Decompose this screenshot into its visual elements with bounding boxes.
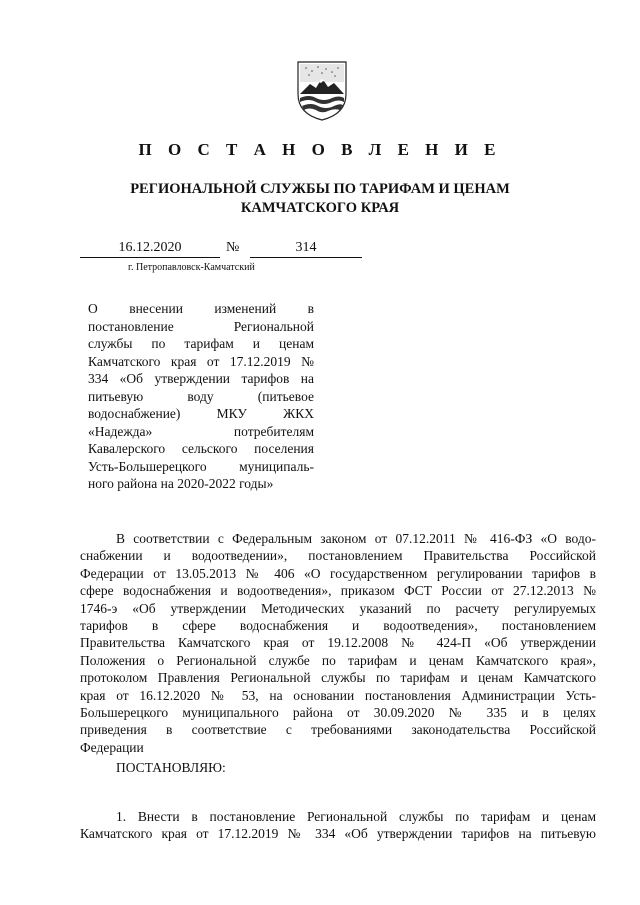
decree-word: ПОСТАНОВЛЯЮ:	[116, 760, 226, 775]
document-date: 16.12.2020	[80, 240, 220, 258]
authority-line-2: КАМЧАТСКОГО КРАЯ	[240, 200, 400, 216]
authority-line-1: РЕГИОНАЛЬНОЙ СЛУЖБЫ ПО ТАРИФАМ И ЦЕНАМ	[130, 181, 510, 197]
subject-line: питьевую воду (питьевое	[88, 388, 314, 404]
subject-line: службы по тарифам и ценам	[88, 336, 314, 351]
kamchatka-coat-of-arms-icon	[296, 60, 348, 122]
preamble-line: сфере водоснабжения и водоотведения», приказом ФСТ России от 27.12.2013 №	[80, 583, 596, 599]
issuing-authority	[0, 180, 640, 218]
preamble-line: Правительства Камчатского края от 19.12.2008 № 424-П «Об утверждении	[80, 635, 596, 651]
subject-line: «Надежда» потребителям	[88, 423, 314, 439]
document-number: 314	[250, 240, 362, 258]
preamble-line: тарифов в сфере водоснабжения и водоотведения», постановлением	[80, 618, 596, 634]
preamble-line: В соответствии с Федеральным законом от 07.12.2011 № 416-ФЗ «О водо-	[116, 531, 596, 546]
subject-line: 334 «Об утверждении тарифов на	[88, 371, 314, 386]
preamble-line: снабжении и водоотведении», постановлением Правительства Российской	[80, 548, 596, 564]
subject-line: ного района на 2020-2022 годы»	[88, 476, 274, 491]
document-subject	[88, 300, 314, 493]
subject-line: Камчатского края от 17.12.2019 №	[88, 353, 314, 369]
preamble-line: Федерации	[80, 739, 144, 755]
document-title: П О С Т А Н О В Л Е Н И Е	[138, 140, 502, 159]
subject-line: постановление Региональной	[88, 318, 314, 334]
item-1-paragraph	[80, 808, 596, 843]
preamble-line: приведения в соответствие с требованиями законодательства Российской	[80, 722, 596, 738]
preamble-line: протоколом Правления Региональной службы по тарифам и ценам Камчатского	[80, 670, 596, 686]
preamble-line: Положения о Региональной службе по тарифам и ценам Камчатского края»,	[80, 652, 596, 668]
item-1-line: 1. Внести в постановление Региональной службы по тарифам и ценам	[116, 809, 596, 824]
subject-line: Усть-Большерецкого муниципаль-	[88, 458, 314, 474]
number-sign: №	[226, 240, 240, 255]
subject-line: водоснабжение) МКУ ЖКХ	[88, 406, 314, 421]
preamble-paragraph	[80, 530, 596, 756]
preamble-line: 1746-э «Об утверждении Методических указаний по расчету регулируемых	[80, 600, 596, 616]
preamble-line: Большерецкого муниципального района от 30.09.2020 № 335 и в целях	[80, 705, 596, 721]
issue-city: г. Петропавловск-Камчатский	[128, 262, 255, 273]
preamble-line: Федерации от 13.05.2013 № 406 «О государственном регулировании тарифов в	[80, 565, 596, 581]
preamble-line: края от 16.12.2020 № 53, на основании постановления Администрации Усть-	[80, 687, 596, 703]
subject-line: О внесении изменений в	[88, 301, 314, 316]
item-1-line: Камчатского края от 17.12.2019 № 334 «Об утверждении тарифов на питьевую	[80, 826, 596, 842]
subject-line: Кавалерского сельского поселения	[88, 441, 314, 456]
